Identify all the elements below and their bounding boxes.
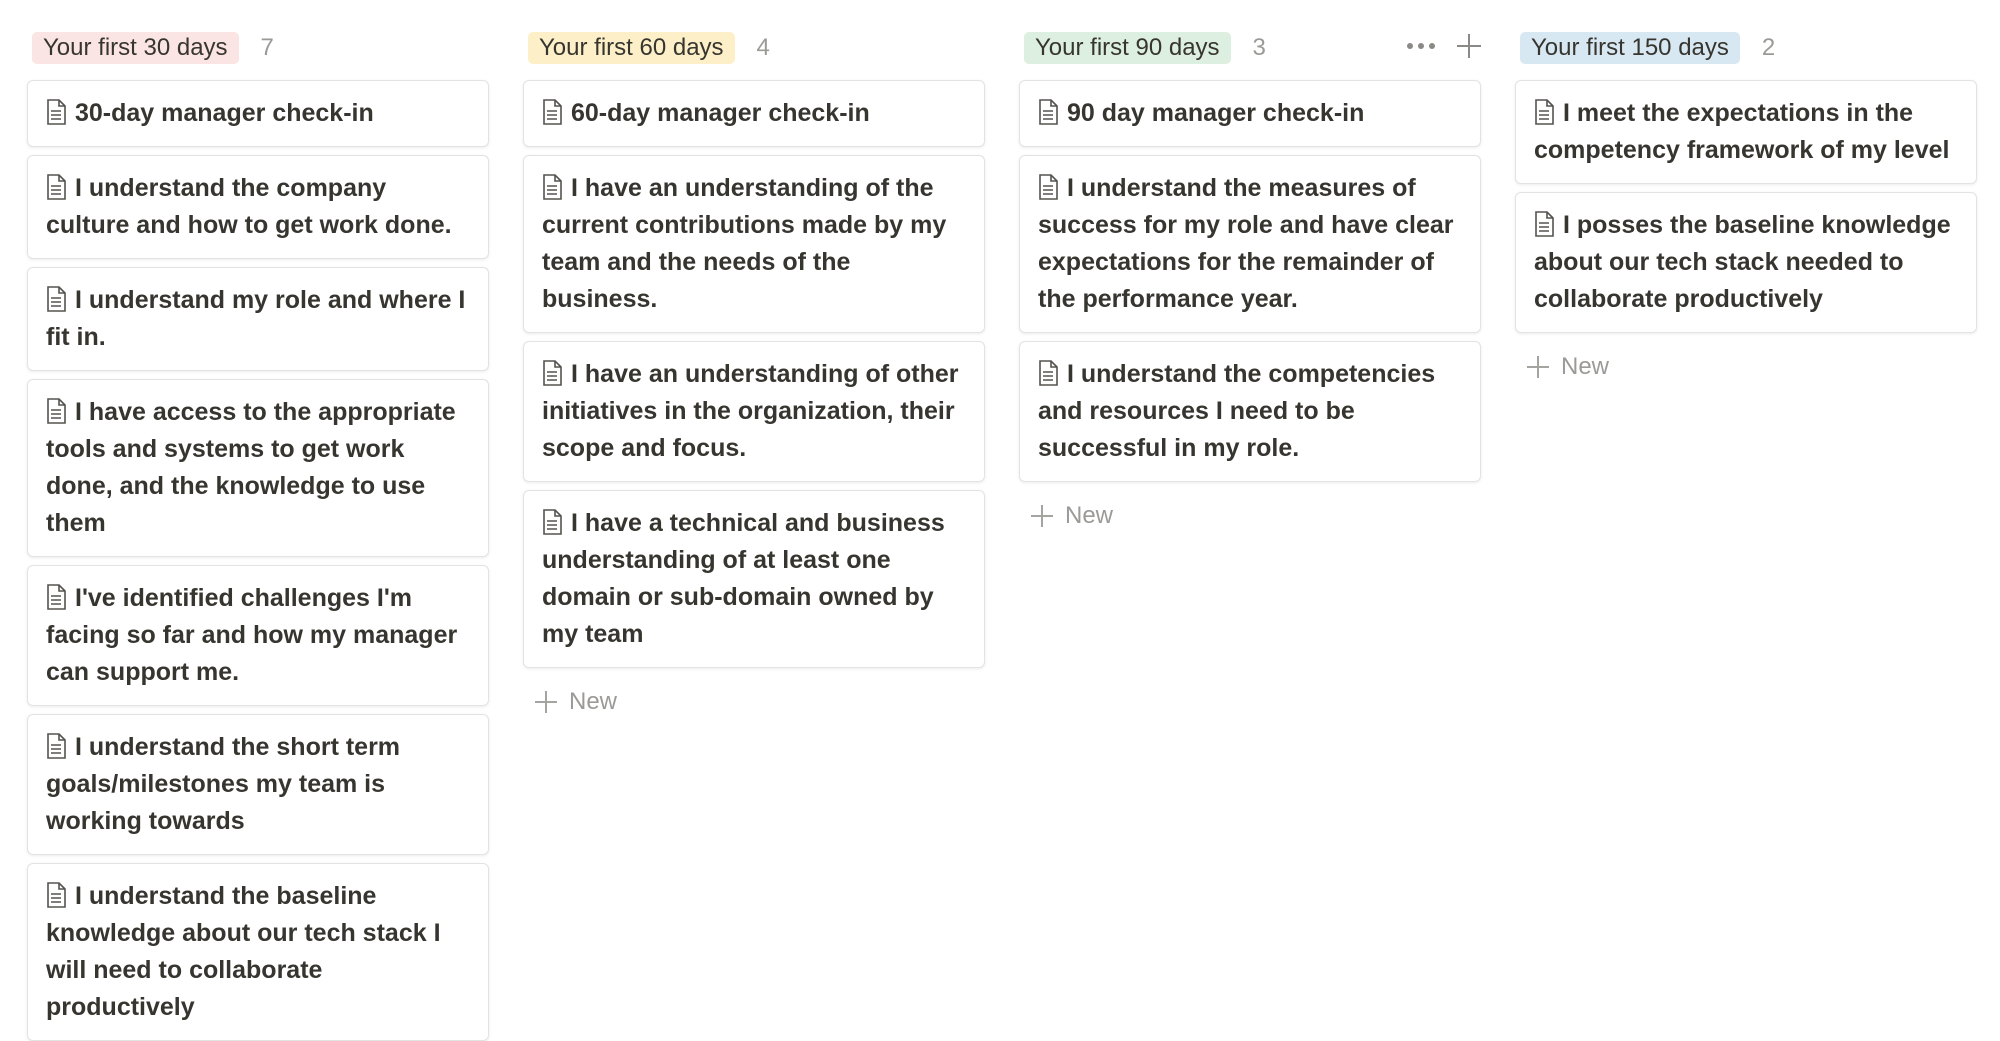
column-actions: [1407, 32, 1481, 60]
card-title: I understand the baseline knowledge about our tech stack I will need to collaborate productively: [46, 882, 441, 1021]
card-title: I have access to the appropriate tools and systems to get work done, and the knowledge to use them: [46, 398, 456, 537]
document-icon: [46, 99, 66, 125]
column-title[interactable]: Your first 150 days: [1520, 32, 1740, 64]
document-icon: [46, 584, 66, 610]
document-icon: [1534, 211, 1554, 237]
document-icon: [46, 286, 66, 312]
card-list: [1019, 80, 1481, 482]
card-title: I understand the competencies and resources I need to be successful in my role.: [1038, 360, 1436, 462]
document-icon: [46, 398, 66, 424]
board-card[interactable]: [27, 379, 489, 557]
card-title: I have an understanding of other initiatives in the organization, their scope and focus.: [542, 360, 959, 462]
new-card-button[interactable]: [1527, 347, 1977, 387]
card-title: I understand the company culture and how to get work done.: [46, 174, 452, 239]
column-count: 3: [1252, 34, 1266, 61]
plus-icon[interactable]: [1457, 34, 1481, 58]
board-card[interactable]: [1515, 80, 1977, 184]
card-title: I understand the measures of success for my role and have clear expectations for the remainder of the performance year.: [1038, 174, 1454, 313]
column-count: 7: [260, 34, 274, 61]
card-title: I posses the baseline knowledge about our tech stack needed to collaborate productively: [1534, 211, 1951, 313]
card-list: [523, 80, 985, 668]
plus-icon: [1527, 356, 1549, 378]
board-card[interactable]: [27, 565, 489, 706]
column-count: 4: [756, 34, 770, 61]
document-icon: [1534, 99, 1554, 125]
card-list: [1515, 80, 1977, 333]
card-list: [27, 80, 489, 1041]
card-title: I have a technical and business understanding of at least one domain or sub-domain owned by my team: [542, 509, 945, 648]
board-card[interactable]: [523, 341, 985, 482]
document-icon: [46, 733, 66, 759]
board-column-30-days: [27, 0, 489, 1041]
more-dots-icon[interactable]: [1407, 32, 1435, 60]
document-icon: [1038, 174, 1058, 200]
document-icon: [542, 174, 562, 200]
document-icon: [542, 99, 562, 125]
document-icon: [542, 360, 562, 386]
card-title: I have an understanding of the current contributions made by my team and the needs of the business.: [542, 174, 947, 313]
column-title[interactable]: Your first 30 days: [32, 32, 239, 64]
column-header: [1515, 24, 1977, 72]
board-column-60-days: [523, 0, 985, 1041]
board-card[interactable]: [523, 155, 985, 333]
board-card[interactable]: [1019, 155, 1481, 333]
column-title[interactable]: Your first 90 days: [1024, 32, 1231, 64]
new-card-button[interactable]: [535, 682, 985, 722]
document-icon: [1038, 360, 1058, 386]
card-title: I've identified challenges I'm facing so far and how my manager can support me.: [46, 584, 458, 686]
board-card[interactable]: [27, 714, 489, 855]
column-header: [27, 24, 489, 72]
plus-icon: [1031, 505, 1053, 527]
board-column-150-days: [1515, 0, 1977, 1041]
card-title: I understand my role and where I fit in.: [46, 286, 466, 351]
new-card-label: New: [1065, 502, 1114, 529]
document-icon: [46, 174, 66, 200]
board-card[interactable]: [27, 267, 489, 371]
card-title: 90 day manager check-in: [1067, 99, 1365, 127]
document-icon: [1038, 99, 1058, 125]
column-title[interactable]: Your first 60 days: [528, 32, 735, 64]
kanban-board: [27, 0, 1977, 1041]
plus-icon: [535, 691, 557, 713]
new-card-label: New: [1561, 353, 1610, 380]
board-column-90-days: [1019, 0, 1481, 1041]
card-title: I understand the short term goals/milestones my team is working towards: [46, 733, 401, 835]
new-card-button[interactable]: [1031, 496, 1481, 536]
board-card[interactable]: [1019, 80, 1481, 147]
new-card-label: New: [569, 688, 618, 715]
board-card[interactable]: [27, 863, 489, 1041]
column-count: 2: [1761, 34, 1776, 61]
board-card[interactable]: [523, 80, 985, 147]
column-header: [1019, 24, 1481, 72]
card-title: 30-day manager check-in: [75, 99, 374, 127]
card-title: 60-day manager check-in: [571, 99, 870, 127]
document-icon: [46, 882, 66, 908]
document-icon: [542, 509, 562, 535]
board-card[interactable]: [1019, 341, 1481, 482]
column-header: [523, 24, 985, 72]
card-title: I meet the expectations in the competency framework of my level: [1534, 99, 1950, 164]
board-card[interactable]: [27, 155, 489, 259]
board-card[interactable]: [27, 80, 489, 147]
board-card[interactable]: [523, 490, 985, 668]
board-card[interactable]: [1515, 192, 1977, 333]
